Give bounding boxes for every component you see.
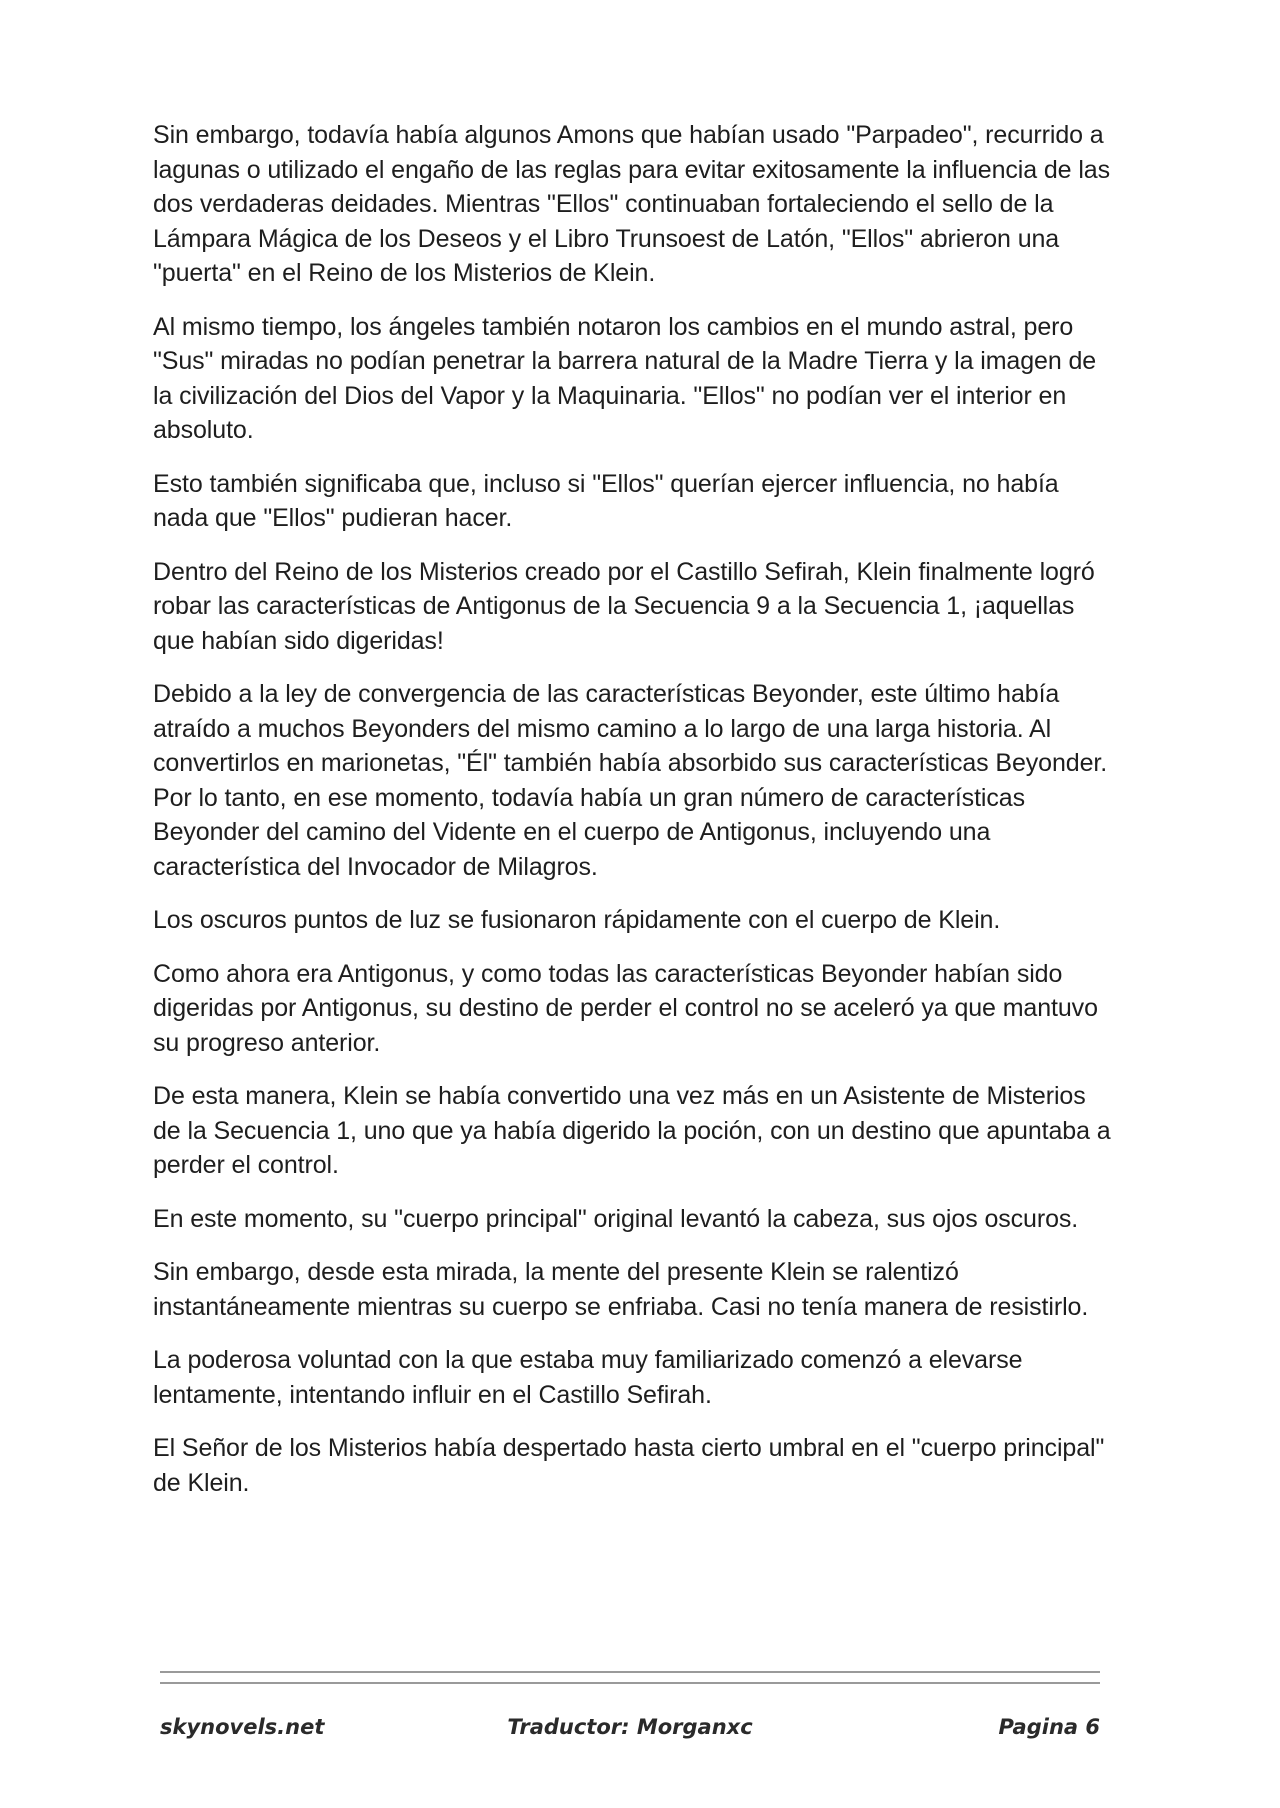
- paragraph: Al mismo tiempo, los ángeles también notaron los cambios en el mundo astral, pero "Sus" miradas no podían penetrar la barrera natural de la Madre Tierra y la imagen de la civilización del Dios del Vapor y la Maquinaria. "Ellos" no podían ver el interior en absoluto.: [153, 312, 1097, 444]
- paragraph: Sin embargo, todavía había algunos Amons que habían usado "Parpadeo", recurrido a lagunas o utilizado el engaño de las reglas para evitar exitosamente la influencia de las dos verdaderas deidades. Mientras "Ellos" continuaban fortaleciendo el sello de la Lámpara Mágica de los Deseos y el Libro Trunsoest de Latón, "Ellos" abrieron una "puerta" en el Reino de los Misterios de Klein.: [153, 121, 1110, 287]
- footer-site: skynovels.net: [160, 1715, 325, 1739]
- body-text: [153, 118, 1113, 1519]
- footer-rule-bottom: [160, 1682, 1100, 1684]
- paragraph: Dentro del Reino de los Misterios creado por el Castillo Sefirah, Klein finalmente logró robar las características de Antigonus de la Secuencia 9 a la Secuencia 1, ¡aquellas que habían sido digeridas!: [153, 557, 1095, 655]
- paragraph: La poderosa voluntad con la que estaba muy familiarizado comenzó a elevarse lentamente, intentando influir en el Castillo Sefirah.: [153, 1346, 1023, 1409]
- paragraph: De esta manera, Klein se había convertido una vez más en un Asistente de Misterios de la Secuencia 1, uno que ya había digerido la poción, con un destino que apuntaba a perder el control.: [153, 1082, 1111, 1179]
- footer-rule-top: [160, 1671, 1100, 1673]
- paragraph: Como ahora era Antigonus, y como todas las características Beyonder habían sido digeridas por Antigonus, su destino de perder el control no se aceleró ya que mantuvo su progreso anterior.: [153, 959, 1098, 1057]
- page-footer: [160, 1715, 1100, 1749]
- paragraph: El Señor de los Misterios había despertado hasta cierto umbral en el "cuerpo principal" de Klein.: [153, 1434, 1105, 1497]
- footer-divider: [160, 1671, 1100, 1693]
- paragraph: En este momento, su "cuerpo principal" original levantó la cabeza, sus ojos oscuros.: [153, 1204, 1079, 1233]
- paragraph: Esto también significaba que, incluso si "Ellos" querían ejercer influencia, no había nada que "Ellos" pudieran hacer.: [153, 469, 1059, 532]
- paragraph: Debido a la ley de convergencia de las características Beyonder, este último había atraído a muchos Beyonders del mismo camino a lo largo de una larga historia. Al convertirlos en marionetas, "Él" también había absorbido sus características Beyonder. Por lo tanto, en ese momento, todavía había un gran número de características Beyonder del camino del Vidente en el cuerpo de Antigonus, incluyendo una característica del Invocador de Milagros.: [153, 680, 1108, 881]
- paragraph: Sin embargo, desde esta mirada, la mente del presente Klein se ralentizó instantáneamente mientras su cuerpo se enfriaba. Casi no tenía manera de resistirlo.: [153, 1258, 1089, 1321]
- footer-page-number: Pagina 6: [998, 1715, 1100, 1739]
- footer-translator: Traductor: Morganxc: [507, 1715, 753, 1739]
- paragraph: Los oscuros puntos de luz se fusionaron rápidamente con el cuerpo de Klein.: [153, 906, 1001, 934]
